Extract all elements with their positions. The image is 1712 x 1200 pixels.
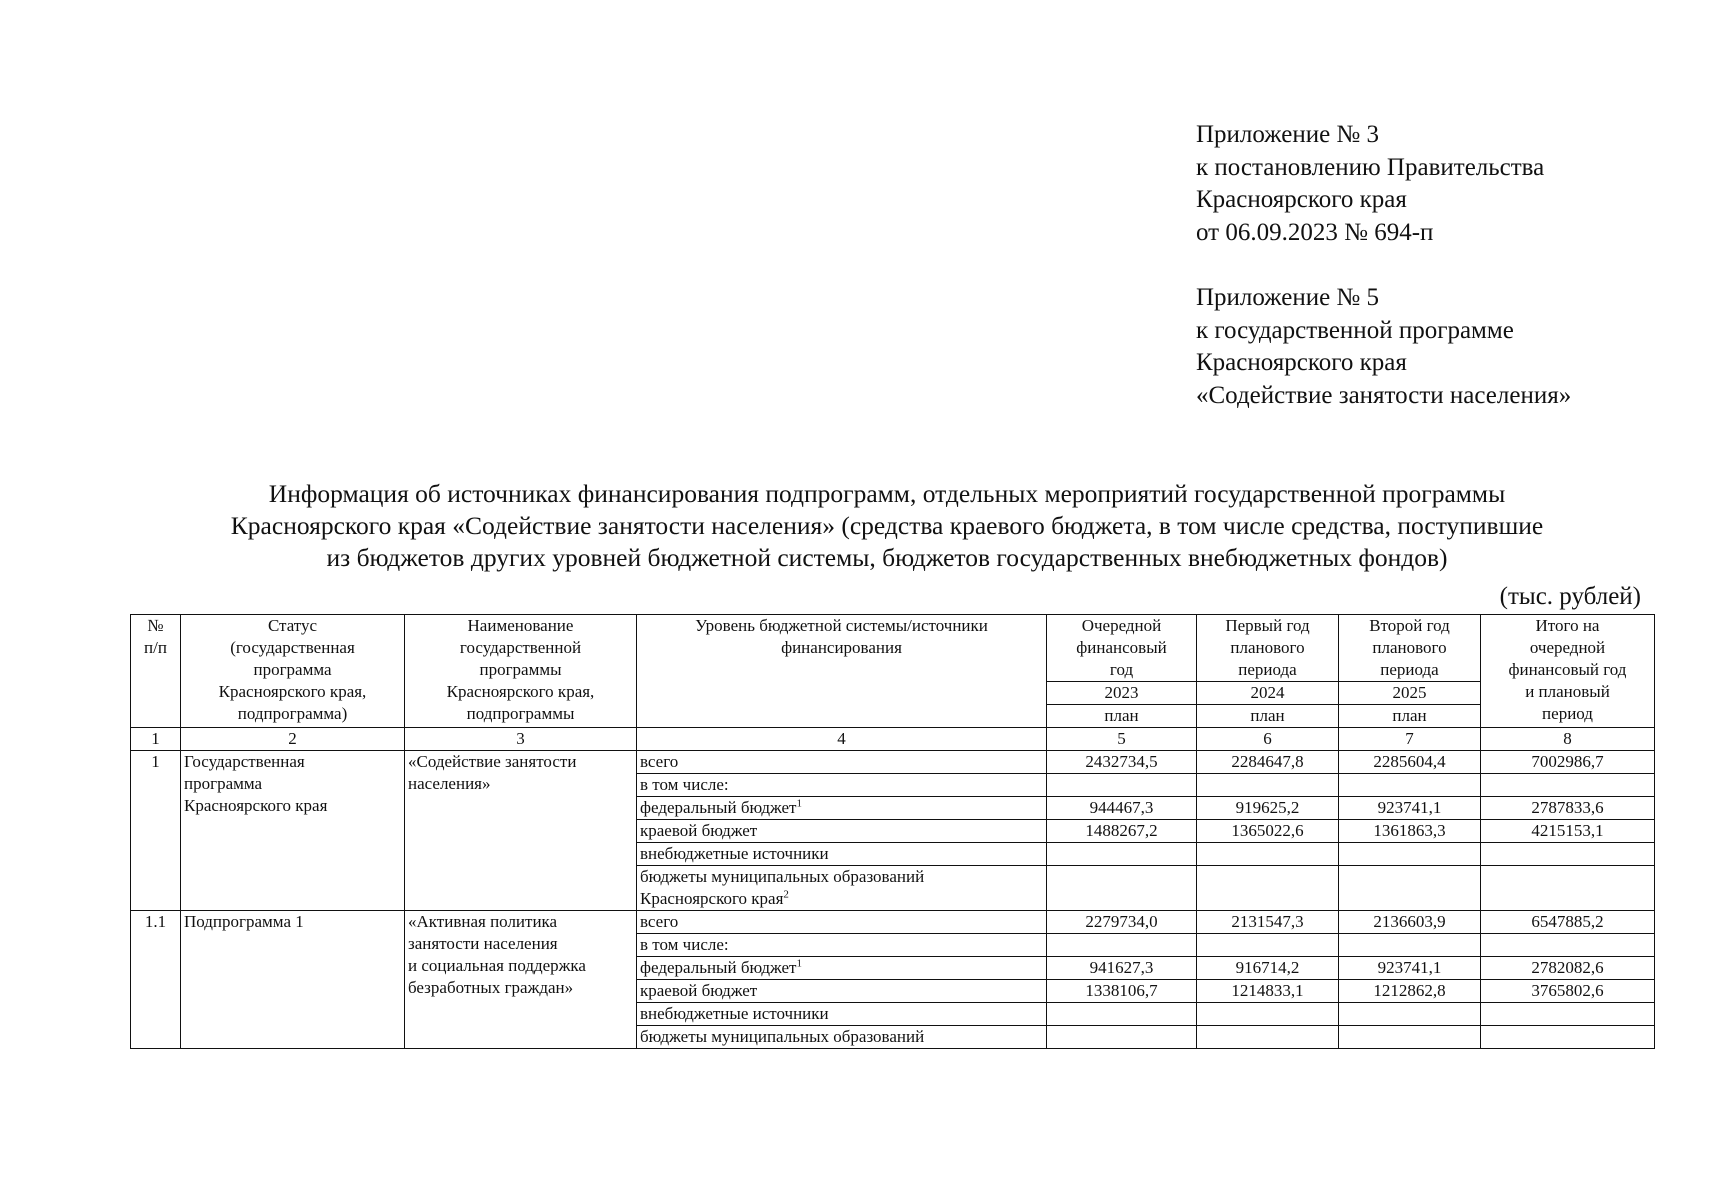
header-year-1 — [1047, 615, 1197, 682]
value-2024: 1214833,1 — [1197, 980, 1339, 1003]
header-text: Второй год — [1369, 616, 1450, 635]
value-2025: 2136603,9 — [1339, 911, 1481, 934]
value-2025: 923741,1 — [1339, 797, 1481, 820]
header-year-2025: 2025 — [1339, 682, 1481, 705]
column-number: 1 — [131, 728, 181, 751]
program-name-text: безработных граждан» — [408, 978, 574, 997]
header-text: программы — [479, 660, 562, 679]
program-name-text: населения» — [408, 774, 491, 793]
value-2025 — [1339, 1003, 1481, 1026]
value-2024: 916714,2 — [1197, 957, 1339, 980]
budget-level — [637, 957, 1047, 980]
header-plan-2023: план — [1047, 705, 1197, 728]
program-name-text: «Активная политика — [408, 912, 558, 931]
budget-level-label: бюджеты муниципальных образований — [640, 867, 925, 886]
budget-level: в том числе: — [637, 934, 1047, 957]
value-total: 2787833,6 — [1481, 797, 1655, 820]
budget-level-label: федеральный бюджет — [640, 958, 797, 977]
value-2024: 1365022,6 — [1197, 820, 1339, 843]
value-2025 — [1339, 1026, 1481, 1049]
value-2023 — [1047, 774, 1197, 797]
appendix-5-header — [1196, 282, 1636, 412]
value-2023: 2279734,0 — [1047, 911, 1197, 934]
header-text: периода — [1238, 660, 1297, 679]
value-2024 — [1197, 774, 1339, 797]
value-2024: 2284647,8 — [1197, 751, 1339, 774]
value-2024: 2131547,3 — [1197, 911, 1339, 934]
value-2023: 944467,3 — [1047, 797, 1197, 820]
value-total: 2782082,6 — [1481, 957, 1655, 980]
header-text: Статус — [267, 616, 318, 635]
appendix-5-line: Приложение № 5 — [1196, 284, 1380, 311]
header-text: Уровень бюджетной системы/источники — [695, 616, 988, 635]
value-2025 — [1339, 934, 1481, 957]
value-2025 — [1339, 774, 1481, 797]
column-numbers-row — [131, 728, 1655, 751]
financing-table — [130, 614, 1655, 1049]
column-number: 4 — [637, 728, 1047, 751]
header-year-2023: 2023 — [1047, 682, 1197, 705]
header-text: Наименование — [467, 616, 574, 635]
value-total — [1481, 1026, 1655, 1049]
value-2024 — [1197, 866, 1339, 911]
header-text: финансовый год — [1508, 660, 1627, 679]
document-title-line: из бюджетов других уровней бюджетной системы, бюджетов государственных внебюджетных фондов) — [326, 543, 1448, 572]
header-status — [181, 615, 405, 728]
row-number: 1 — [131, 751, 181, 911]
budget-level: краевой бюджет — [637, 820, 1047, 843]
header-text: Красноярского края, — [446, 682, 595, 701]
value-total: 6547885,2 — [1481, 911, 1655, 934]
value-2024 — [1197, 1026, 1339, 1049]
status-cell — [181, 751, 405, 911]
header-text: п/п — [144, 638, 167, 657]
value-total — [1481, 1003, 1655, 1026]
value-2023 — [1047, 843, 1197, 866]
program-name-cell — [405, 751, 637, 911]
budget-level-label: федеральный бюджет — [640, 798, 797, 817]
appendix-5-line: Красноярского края — [1196, 349, 1407, 376]
value-total — [1481, 934, 1655, 957]
column-number: 5 — [1047, 728, 1197, 751]
header-number — [131, 615, 181, 728]
value-total: 3765802,6 — [1481, 980, 1655, 1003]
value-2025: 1361863,3 — [1339, 820, 1481, 843]
appendix-3-line: Приложение № 3 — [1196, 121, 1380, 148]
value-2025: 923741,1 — [1339, 957, 1481, 980]
value-2024 — [1197, 843, 1339, 866]
value-2024: 919625,2 — [1197, 797, 1339, 820]
header-budget-level — [637, 615, 1047, 728]
appendix-3-header — [1196, 119, 1636, 249]
column-number: 8 — [1481, 728, 1655, 751]
status-text: Подпрограмма 1 — [184, 912, 304, 931]
value-2023: 941627,3 — [1047, 957, 1197, 980]
header-text: Очередной — [1081, 616, 1162, 635]
value-2025 — [1339, 843, 1481, 866]
budget-level-label-2: Красноярского края$^2$ — [640, 888, 789, 908]
header-text: очередной — [1529, 638, 1606, 657]
appendix-3-line: к постановлению Правительства — [1196, 153, 1545, 181]
program-name-cell — [405, 911, 637, 1049]
header-text: № — [147, 616, 164, 635]
header-text: планового — [1372, 638, 1447, 657]
header-text: подпрограмма) — [237, 704, 348, 723]
header-plan-2024: план — [1197, 705, 1339, 728]
table-row — [131, 911, 1655, 934]
header-text: (государственная — [230, 638, 355, 657]
column-number: 7 — [1339, 728, 1481, 751]
value-2023 — [1047, 934, 1197, 957]
value-total — [1481, 774, 1655, 797]
appendix-3-line: от 06.09.2023 № 694-п — [1196, 218, 1434, 246]
header-name — [405, 615, 637, 728]
header-text: государственной — [459, 638, 582, 657]
value-2025 — [1339, 866, 1481, 911]
value-2023 — [1047, 1003, 1197, 1026]
value-2023: 2432734,5 — [1047, 751, 1197, 774]
header-year-3 — [1339, 615, 1481, 682]
appendix-3-line: Красноярского края — [1196, 186, 1407, 213]
header-text: финансирования — [781, 638, 902, 657]
header-text: Красноярского края, — [218, 682, 367, 701]
status-text: Красноярского края — [184, 796, 328, 815]
value-2023 — [1047, 1026, 1197, 1049]
header-plan-2025: план — [1339, 705, 1481, 728]
column-number: 6 — [1197, 728, 1339, 751]
header-text: подпрограммы — [466, 704, 575, 723]
row-number: 1.1 — [131, 911, 181, 1049]
value-2024 — [1197, 1003, 1339, 1026]
appendix-5-line: к государственной программе — [1196, 316, 1514, 344]
budget-level — [637, 866, 1047, 911]
value-total: 7002986,7 — [1481, 751, 1655, 774]
header-text: год — [1109, 660, 1134, 679]
header-text: финансовый — [1076, 638, 1167, 657]
header-text: и плановый — [1525, 682, 1610, 701]
header-text: Итого на — [1535, 616, 1600, 635]
program-name-text: и социальная поддержка — [408, 956, 586, 975]
column-number: 3 — [405, 728, 637, 751]
value-2023: 1338106,7 — [1047, 980, 1197, 1003]
table-row — [131, 751, 1655, 774]
budget-level: в том числе: — [637, 774, 1047, 797]
budget-level: бюджеты муниципальных образований — [637, 1026, 1047, 1049]
program-name-text: занятости населения — [408, 934, 558, 953]
value-2025: 1212862,8 — [1339, 980, 1481, 1003]
value-2025: 2285604,4 — [1339, 751, 1481, 774]
status-cell — [181, 911, 405, 1049]
header-total — [1481, 615, 1655, 728]
status-text: Государственная — [184, 752, 305, 771]
header-text: период — [1542, 704, 1593, 723]
header-year-2 — [1197, 615, 1339, 682]
value-total — [1481, 843, 1655, 866]
value-total: 4215153,1 — [1481, 820, 1655, 843]
header-year-2024: 2024 — [1197, 682, 1339, 705]
budget-level — [637, 797, 1047, 820]
header-text: программа — [253, 660, 332, 679]
budget-level: краевой бюджет — [637, 980, 1047, 1003]
value-total — [1481, 866, 1655, 911]
column-number: 2 — [181, 728, 405, 751]
budget-level: всего — [637, 911, 1047, 934]
status-text: программа — [184, 774, 263, 793]
units-label: (тыс. рублей) — [1499, 583, 1641, 610]
document-title-line: Информация об источниках финансирования подпрограмм, отдельных мероприятий государственной программы — [268, 479, 1506, 508]
value-2024 — [1197, 934, 1339, 957]
header-text: планового — [1230, 638, 1305, 657]
header-text: периода — [1380, 660, 1439, 679]
budget-level: внебюджетные источники — [637, 843, 1047, 866]
footnote-mark: 1 — [796, 957, 802, 970]
footnote-mark: 2 — [783, 888, 789, 901]
document-title — [0, 478, 1712, 574]
budget-level: всего — [637, 751, 1047, 774]
appendix-5-line: «Содействие занятости населения» — [1196, 381, 1572, 409]
document-title-line: Красноярского края «Содействие занятости населения» (средства краевого бюджета, в том числе средства, поступившие — [230, 511, 1544, 540]
header-text: Первый год — [1225, 616, 1310, 635]
value-2023 — [1047, 866, 1197, 911]
value-2023: 1488267,2 — [1047, 820, 1197, 843]
program-name-text: «Содействие занятости — [408, 752, 577, 771]
footnote-mark: 1 — [796, 797, 802, 810]
budget-level: внебюджетные источники — [637, 1003, 1047, 1026]
